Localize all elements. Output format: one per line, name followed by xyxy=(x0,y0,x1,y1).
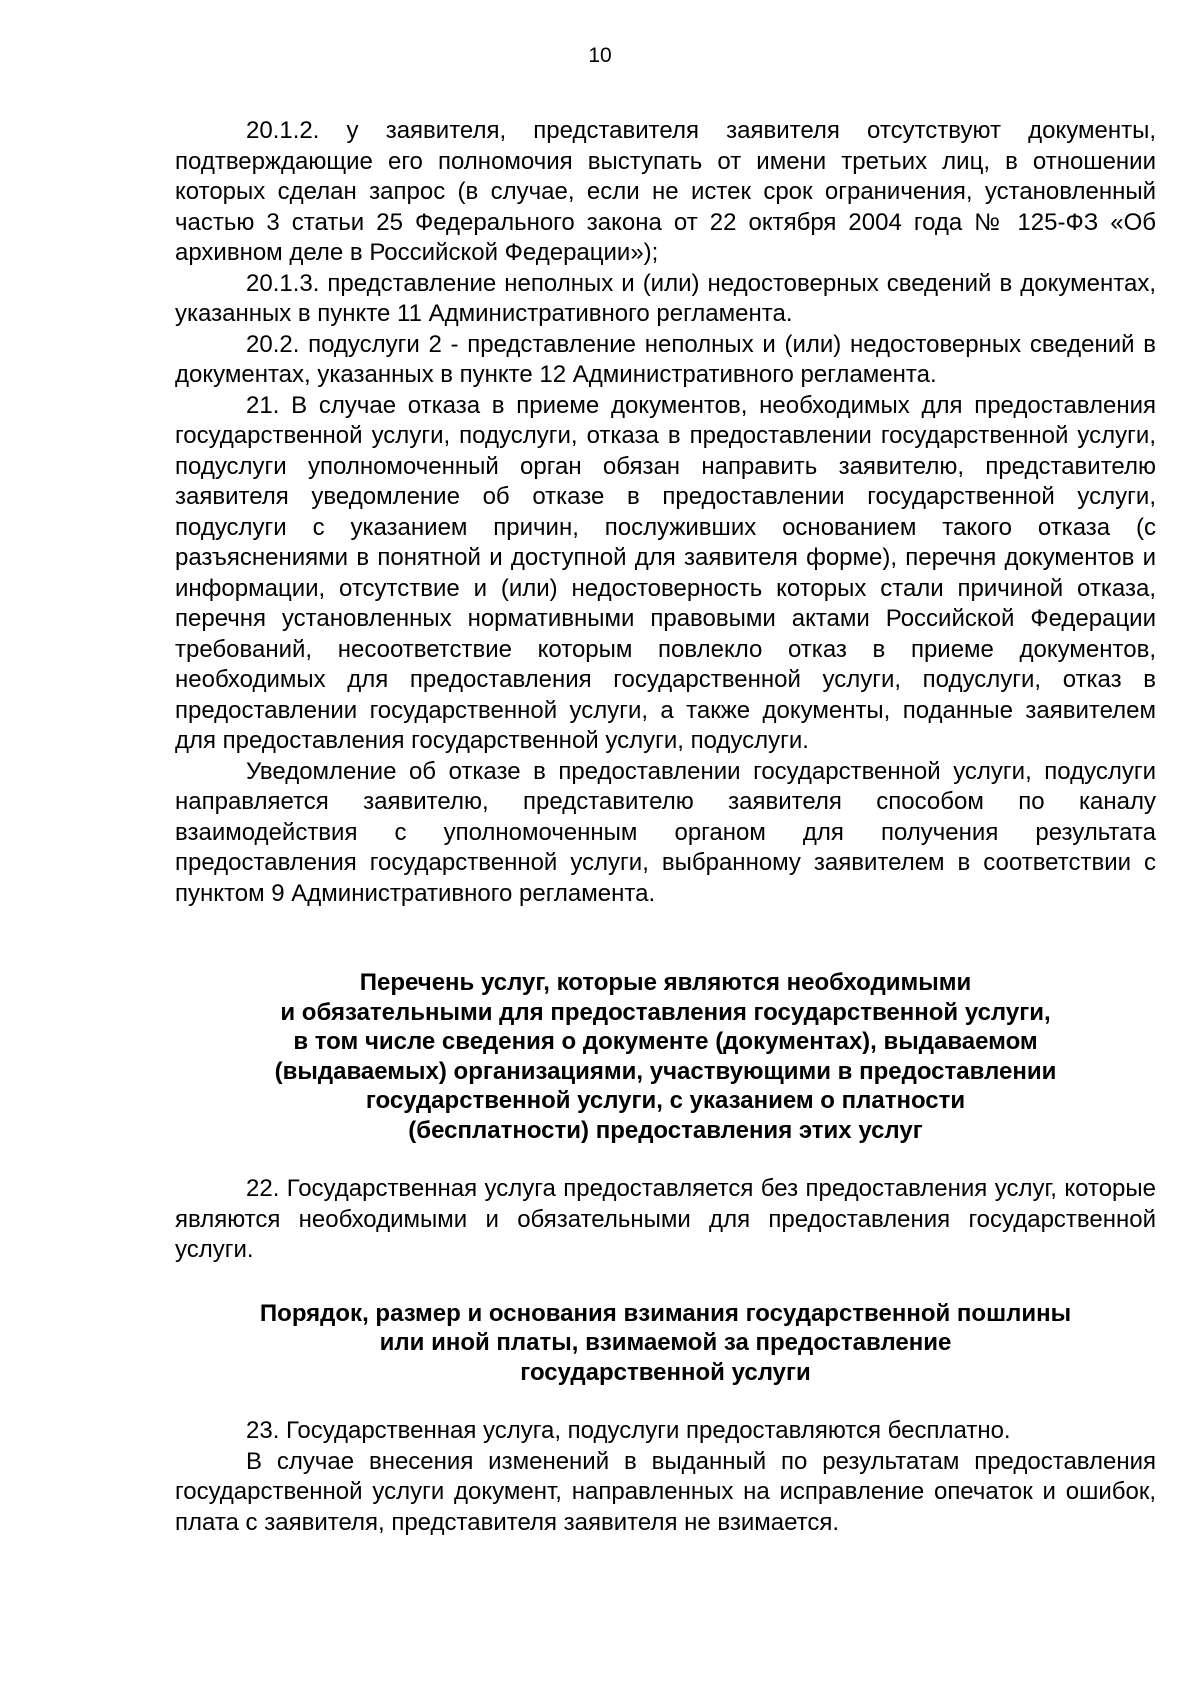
section-heading-required-services xyxy=(175,968,1156,1145)
paragraph-20-1-2: 20.1.2. у заявителя, представителя заявителя отсутствуют документы, подтверждающие его полномочия выступать от имени третьих лиц, в отношении которых сделан запрос (в случае, если не истек срок ограничения, установленный частью 3 статьи 25 Федерального закона от 22 октября 2004 года № 125-ФЗ «Об архивном деле в Российской Федерации»); xyxy=(175,117,1156,266)
heading-line: и обязательными для предоставления государственной услуги, xyxy=(280,998,1051,1026)
document-body xyxy=(175,116,1156,1538)
paragraph-notification: Уведомление об отказе в предоставлении государственной услуги, подуслуги направляется заявителю, представителю заявителя способом по каналу взаимодействия с уполномоченным органом для получения результата предоставления государственной услуги, выбранному заявителем в соответствии с пунктом 9 Административного регламента. xyxy=(175,757,1156,907)
paragraph-22: 22. Государственная услуга предоставляется без предоставления услуг, которые являются необходимыми и обязательными для предоставления государственной услуги. xyxy=(175,1175,1156,1263)
heading-line: государственной услуги xyxy=(520,1358,811,1386)
heading-line: Перечень услуг, которые являются необходимыми xyxy=(359,969,972,996)
heading-line: или иной платы, взимаемой за предоставление xyxy=(379,1329,952,1356)
heading-line: (выдаваемых) организациями, участвующими в предоставлении xyxy=(274,1057,1057,1085)
page-number: 10 xyxy=(588,44,612,67)
paragraph-21: 21. В случае отказа в приеме документов, необходимых для предоставления государственной услуги, подуслуги, отказа в предоставлении государственной услуги, подуслуги уполномоченный орган обязан направить заявителю, представителю заявителя уведомление об отказе в предоставлении государственной услуги, подуслуги с указанием причин, послуживших основанием такого отказа (с разъяснениями в понятной и доступной для заявителя форме), перечня документов и информации, отсутствие и (или) недостоверность которых стали причиной отказа, перечня установленных нормативными правовыми актами Российской Федерации требований, несоответствие которым повлекло отказ в приеме документов, необходимых для предоставления государственной услуги, подуслуги, отказ в предоставлении государственной услуги, а также документы, поданные заявителем для предоставления государственной услуги, подуслуги. xyxy=(175,391,1156,754)
heading-line: (бесплатности) предоставления этих услуг xyxy=(408,1116,923,1144)
paragraph-20-2: 20.2. подуслуги 2 - представление неполных и (или) недостоверных сведений в документах, указанных в пункте 12 Административного регламента. xyxy=(175,330,1156,388)
paragraph-23: 23. Государственная услуга, подуслуги предоставляются бесплатно. xyxy=(246,1417,1011,1444)
heading-line: государственной услуги, с указанием о платности xyxy=(365,1087,966,1114)
paragraph-corrections: В случае внесения изменений в выданный по результатам предоставления государственной услуги документ, направленных на исправление опечаток и ошибок, плата с заявителя, представителя заявителя не взимается. xyxy=(175,1447,1156,1536)
section-heading-fees xyxy=(175,1299,1156,1388)
paragraph-20-1-3: 20.1.3. представление неполных и (или) недостоверных сведений в документах, указанных в пункте 11 Административного регламента. xyxy=(175,269,1156,327)
heading-line: Порядок, размер и основания взимания государственной пошлины xyxy=(259,1299,1072,1327)
heading-line: в том числе сведения о документе (документах), выдаваемом xyxy=(293,1028,1038,1055)
